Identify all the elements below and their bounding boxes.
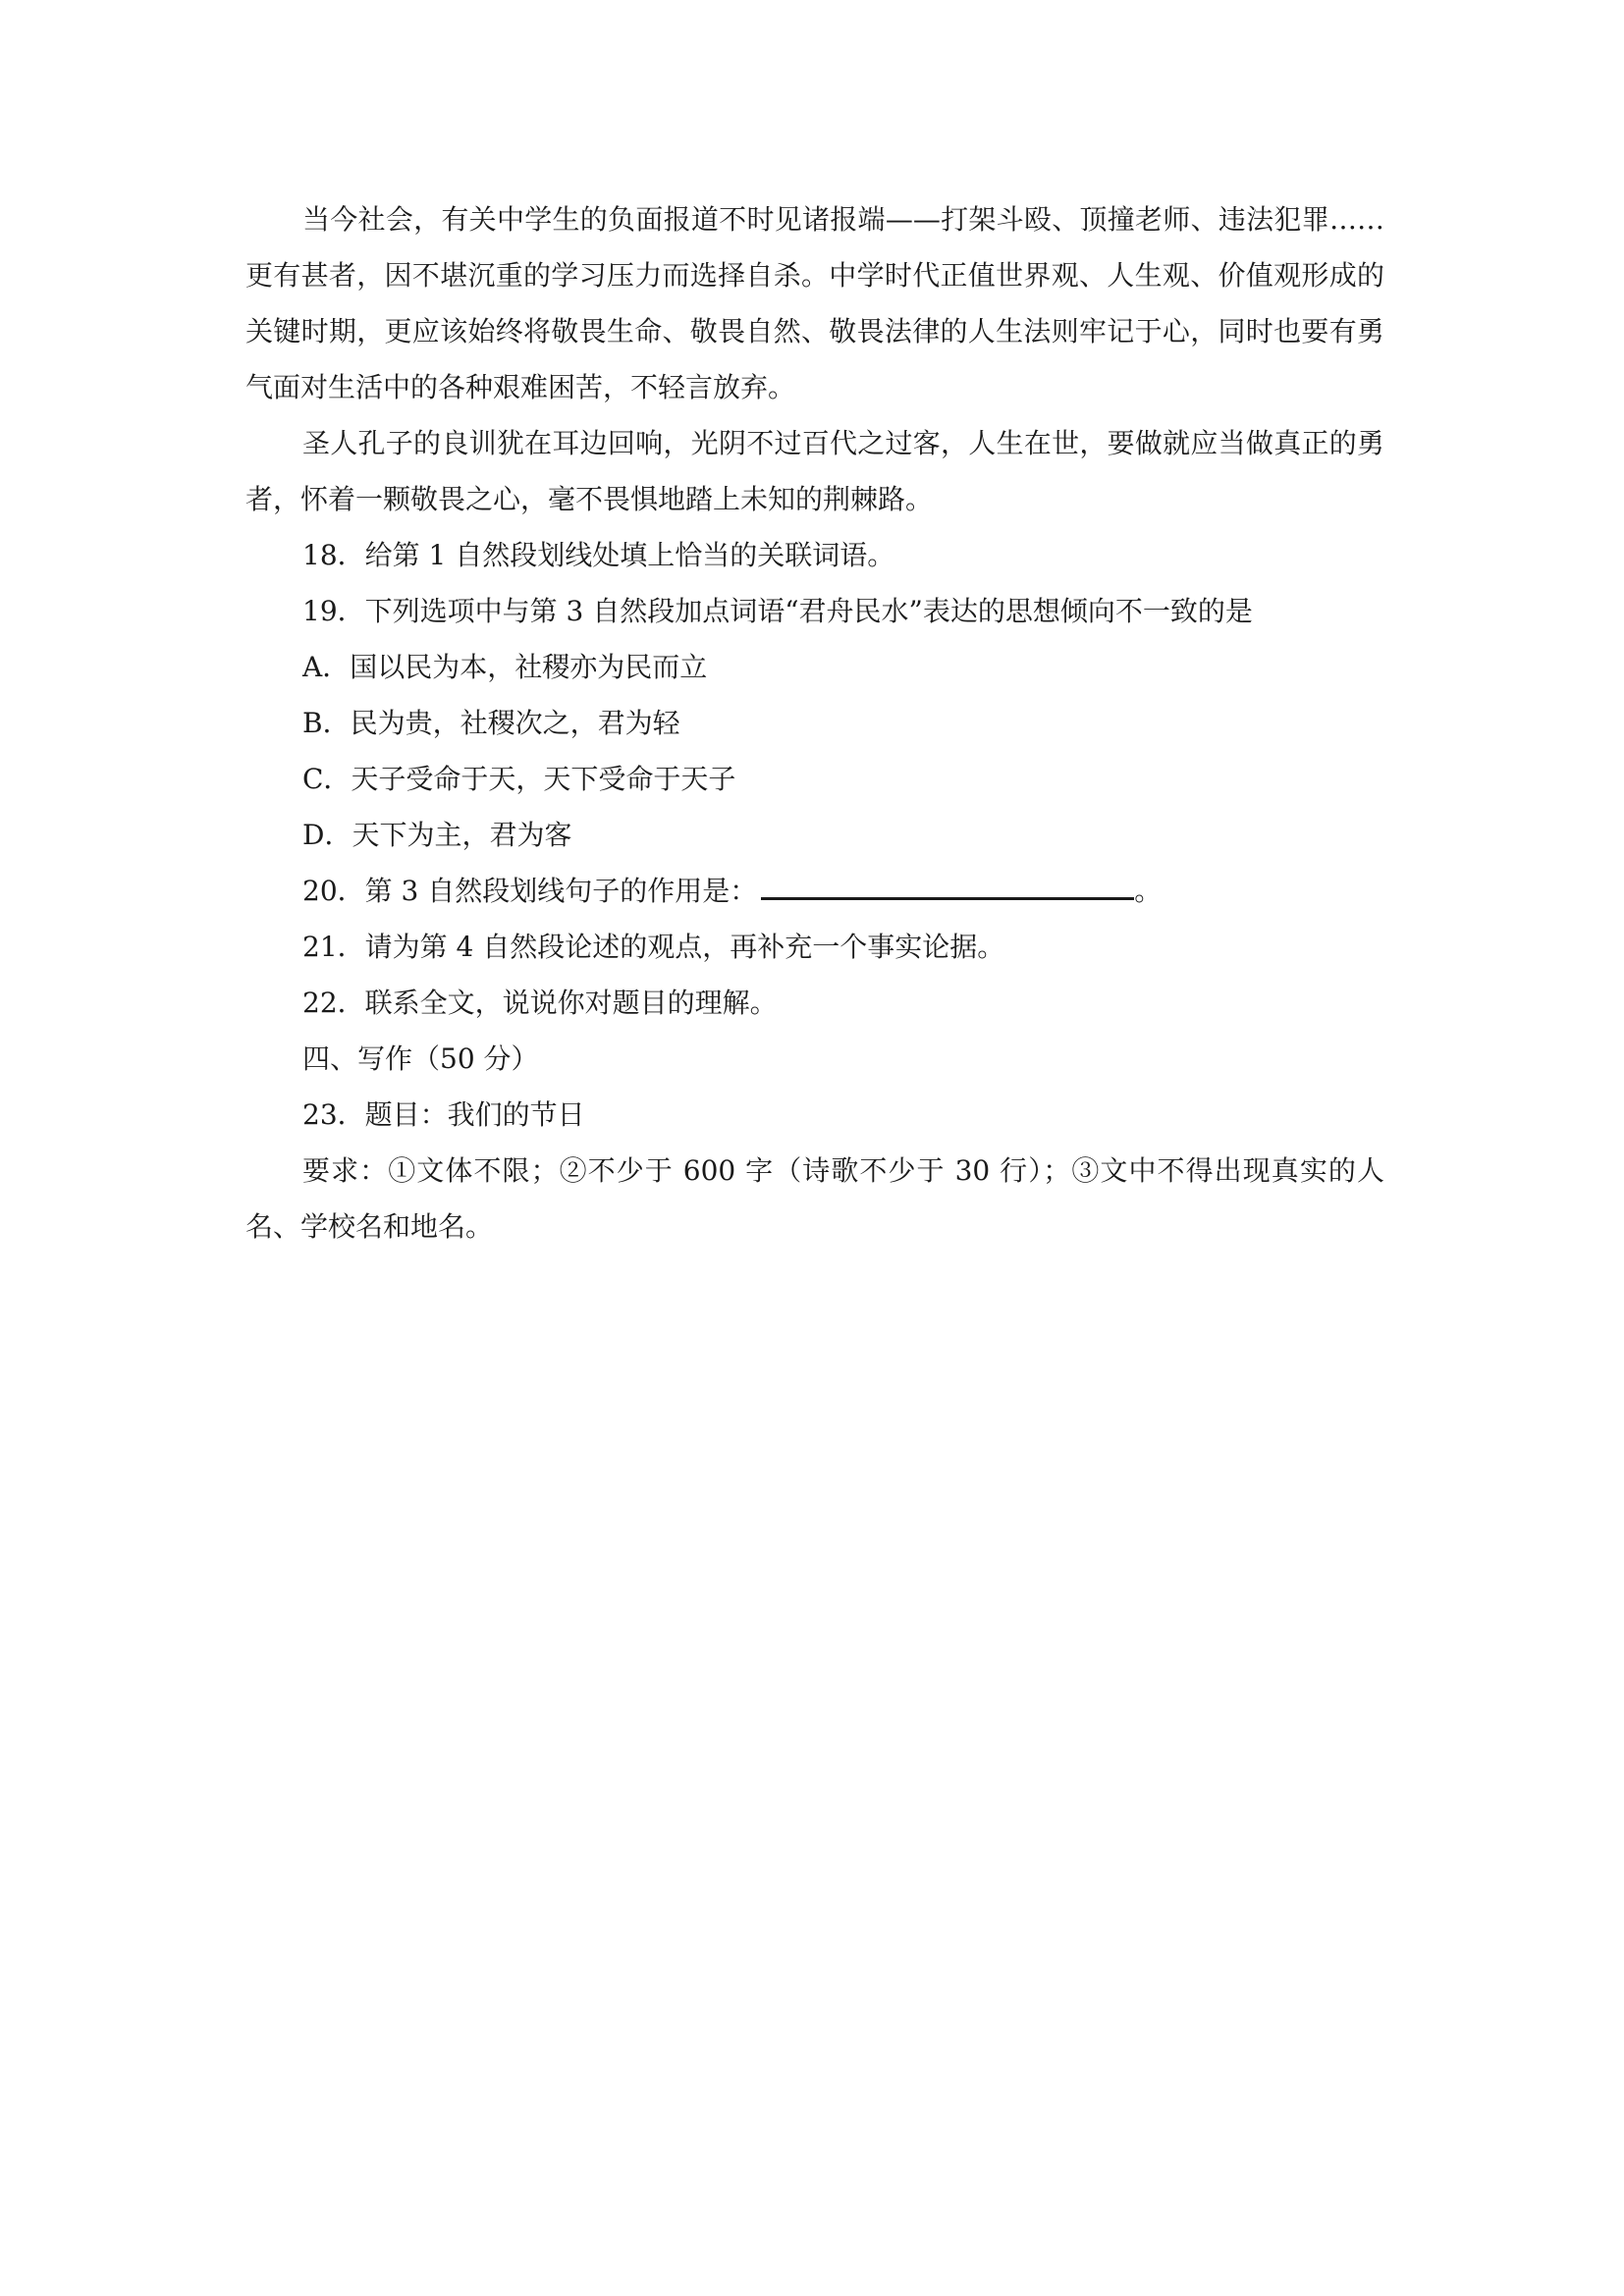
writing-requirements: 要求：①文体不限；②不少于 600 字（诗歌不少于 30 行）；③文中不得出现真实的人名、学校名和地名。: [245, 1154, 1384, 1243]
option-b: B．民为贵，社稷次之，君为轻: [302, 707, 680, 739]
paragraph-social-issues: 当今社会，有关中学生的负面报道不时见诸报端——打架斗殴、顶撞老师、违法犯罪……更有甚者，因不堪沉重的学习压力而选择自杀。中学时代正值世界观、人生观、价值观形成的关键时期，更应该始终将敬畏生命、敬畏自然、敬畏法律的人生法则牢记于心，同时也要有勇气面对生活中的各种艰难困苦，不轻言放弃。: [245, 203, 1384, 403]
question-18: 18．给第 1 自然段划线处填上恰当的关联词语。: [302, 539, 895, 571]
answer-blank-line[interactable]: [761, 868, 1134, 900]
option-a: A．国以民为本，社稷亦为民而立: [302, 651, 708, 683]
option-d: D．天下为主，君为客: [302, 819, 572, 851]
paragraph-confucius: 圣人孔子的良训犹在耳边回响，光阴不过百代之过客，人生在世，要做就应当做真正的勇者，怀着一颗敬畏之心，毫不畏惧地踏上未知的荆棘路。: [245, 427, 1384, 515]
question-19: 19．下列选项中与第 3 自然段加点词语“君舟民水”表达的思想倾向不一致的是: [302, 595, 1253, 627]
option-c: C．天子受命于天，天下受命于天子: [302, 763, 736, 795]
page-content: [245, 191, 1384, 1255]
question-22: 22．联系全文，说说你对题目的理解。: [302, 987, 778, 1019]
question-20-text: 20．第 3 自然段划线句子的作用是：: [302, 875, 758, 907]
question-23: 23．题目：我们的节日: [302, 1098, 585, 1131]
question-20-suffix: 。: [1134, 875, 1163, 907]
question-20: [245, 863, 1384, 919]
question-21: 21．请为第 4 自然段论述的观点，再补充一个事实论据。: [302, 931, 1005, 963]
section-writing-heading: 四、写作（50 分）: [302, 1042, 539, 1075]
